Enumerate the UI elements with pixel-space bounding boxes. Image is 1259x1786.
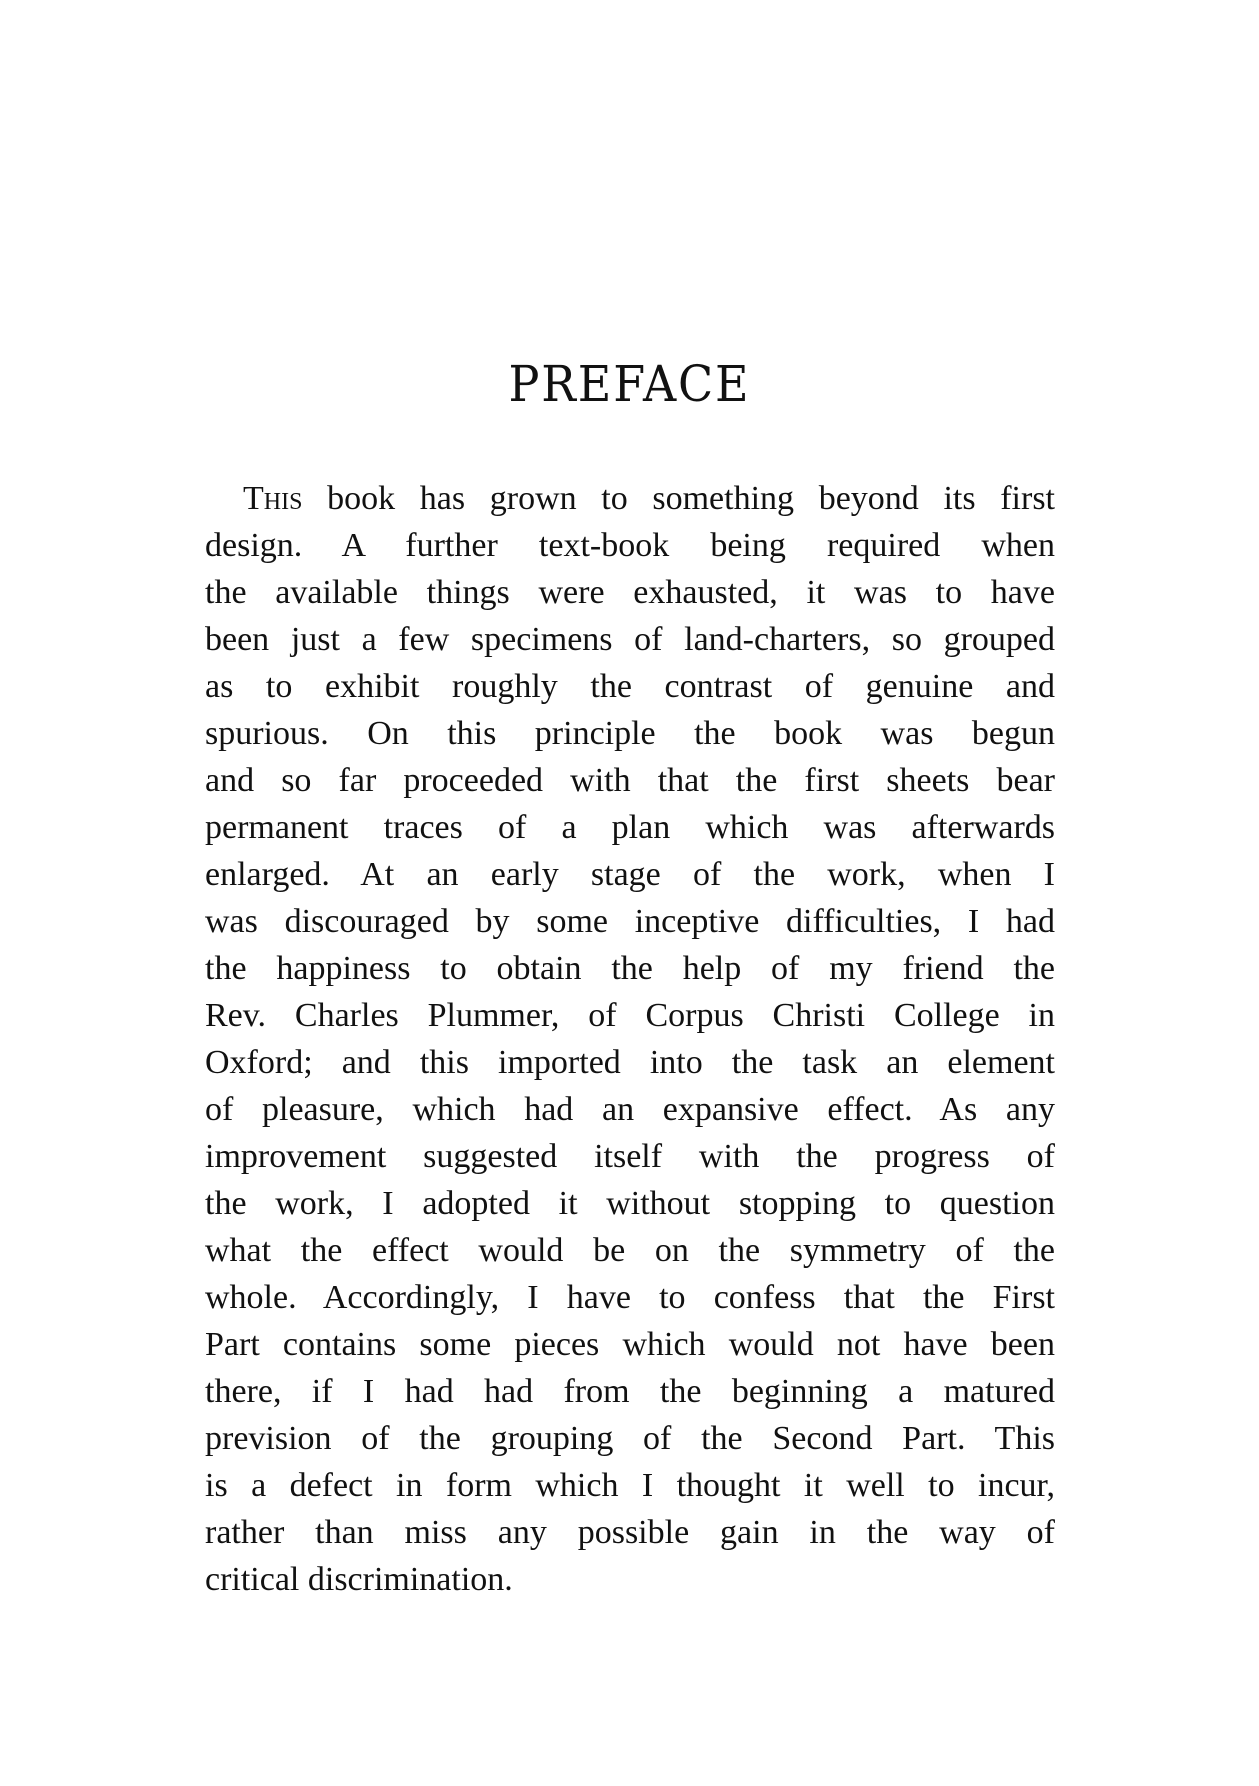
paragraph-line: spurious. On this principle the book was begun (205, 715, 1055, 752)
paragraph-line: what the effect would be on the symmetry of the (205, 1232, 1055, 1269)
paragraph-line: enlarged. At an early stage of the work, when I (205, 856, 1055, 893)
paragraph-line: is a defect in form which I thought it well to incur, (205, 1467, 1055, 1504)
paragraph-line: of pleasure, which had an expansive effect. As any (205, 1091, 1055, 1128)
paragraph-line: permanent traces of a plan which was afterwards (205, 809, 1055, 846)
paragraph-line: the happiness to obtain the help of my friend the (205, 950, 1055, 987)
paragraph-line: and so far proceeded with that the first sheets bear (205, 762, 1055, 799)
paragraph-line: was discouraged by some inceptive difficulties, I had (205, 903, 1055, 940)
paragraph-line-last: critical discrimination. (205, 1561, 513, 1598)
paragraph-line: the work, I adopted it without stopping to question (205, 1185, 1055, 1222)
paragraph-line-1 (205, 475, 1055, 522)
paragraph-line: whole. Accordingly, I have to confess that the First (205, 1279, 1055, 1316)
paragraph-line: Part contains some pieces which would not have been (205, 1326, 1055, 1363)
paragraph-line: there, if I had had from the beginning a matured (205, 1373, 1055, 1410)
paragraph-line: Rev. Charles Plummer, of Corpus Christi College in (205, 997, 1055, 1034)
paragraph-line: the available things were exhausted, it was to have (205, 574, 1055, 611)
first-word: This (243, 480, 303, 517)
paragraph-line: Oxford; and this imported into the task an element (205, 1044, 1055, 1081)
paragraph-line: as to exhibit roughly the contrast of genuine and (205, 668, 1055, 705)
preface-paragraph (205, 475, 1055, 1603)
paragraph-line: been just a few specimens of land-charters, so grouped (205, 621, 1055, 658)
first-line-rest: book has grown to something beyond its first (302, 480, 1055, 517)
paragraph-line: rather than miss any possible gain in the way of (205, 1514, 1055, 1551)
paragraph-line: design. A further text-book being required when (205, 527, 1055, 564)
paragraph-line: prevision of the grouping of the Second Part. This (205, 1420, 1055, 1457)
paragraph-line: improvement suggested itself with the progress of (205, 1138, 1055, 1175)
page-title: PREFACE (508, 355, 751, 413)
